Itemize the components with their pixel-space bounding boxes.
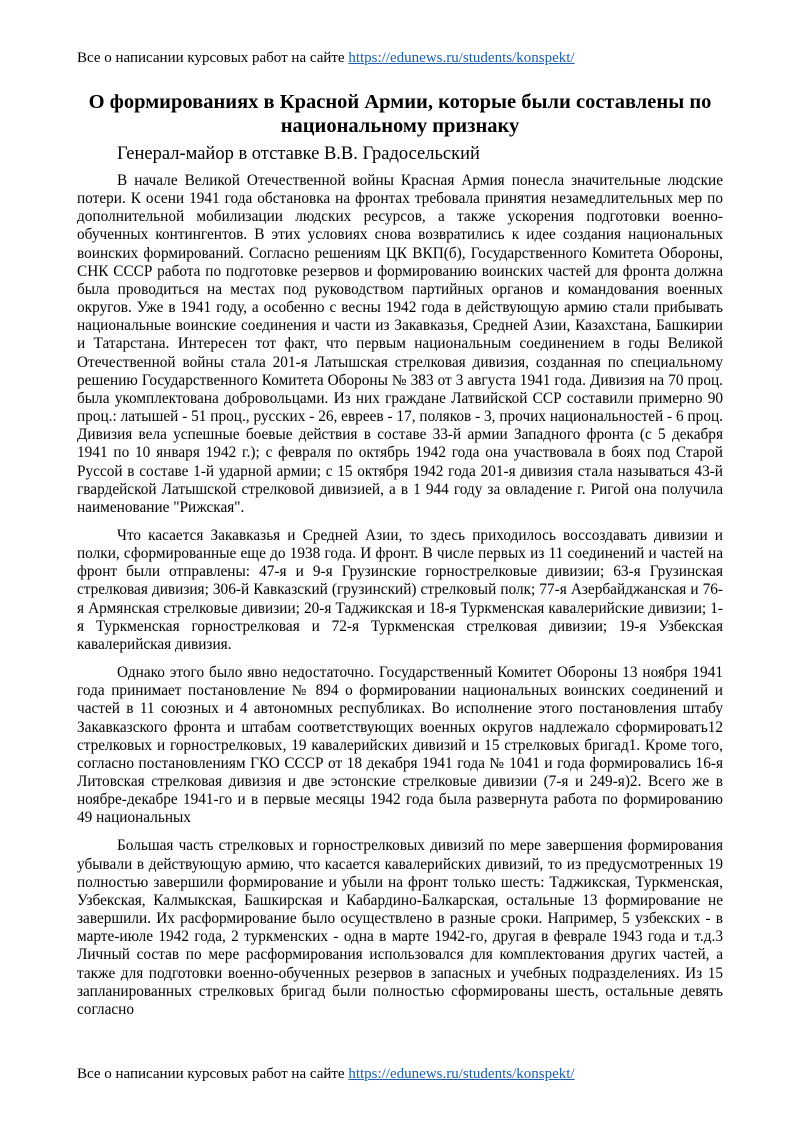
footer-link[interactable]: https://edunews.ru/students/konspekt/	[348, 1066, 575, 1082]
paragraph: В начале Великой Отечественной войны Красная Армия понесла значительные людские потери. К осени 1941 года обстановка на фронтах требовала принятия незамедлительных мер по дополнительной мобилизации людских ресурсов, а также ускорения подготовки военно-обученных контингентов. В этих условиях снова возвратились к идее создания национальных воинских формирований. Согласно решениям ЦК ВКП(б), Государственного Комитета Обороны, СНК СССР работа по подготовке резервов и формированию воинских частей для фронта должна была проводиться на местах под руководством партийных органов и командования военных округов. Уже в 1941 году, а особенно с весны 1942 года в действующую армию стали прибывать национальные воинские соединения и части из Закавказья, Средней Азии, Казахстана, Башкирии и Татарстана. Интересен тот факт, что первым национальным соединением в годы Великой Отечественной войны стала 201-я Латышская стрелковая дивизия, созданная по специальному решению Государственного Комитета Обороны № 383 от 3 августа 1941 года. Дивизия на 70 проц. была укомплектована добровольцами. Из них граждане Латвийской ССР составили примерно 90 проц.: латышей - 51 проц., русских - 26, евреев - 17, поляков - 3, прочих национальностей - 6 проц. Дивизия вела успешные боевые действия в составе 33-й армии Западного фронта (с 5 декабря 1941 по 10 января 1942 г.); с февраля по октябрь 1942 года она участвовала в боях под Старой Руссой в составе 1-й ударной армии; с 15 октября 1942 года 201-я дивизия стала называться 43-й гвардейской Латышской стрелковой дивизией, а в 1 944 году за овладение г. Ригой она получила наименование "Рижская".	[77, 172, 723, 516]
paragraph: Большая часть стрелковых и горнострелковых дивизий по мере завершения формирования убывали в действующую армию, что касается кавалерийских дивизий, то из предусмотренных 19 полностью завершили формирование и убыли на фронт только шесть: Таджикская, Туркменская, Узбекская, Калмыкская, Башкирская и Кабардино-Балкарская, остальные 13 формирование не завершили. Их расформирование было осуществлено в разные сроки. Например, 5 узбекских - в марте-июле 1942 года, 2 туркменских - одна в марте 1942-го, другая в феврале 1943 года и т.д.3 Личный состав по мере расформирования использовался для комплектования других частей, а также для подготовки военно-обученных резервов в запасных и учебных подразделениях. Из 15 запланированных стрелковых бригад были полностью сформированы шесть, остальные девять согласно	[77, 837, 723, 1018]
document-body	[77, 172, 723, 1019]
document-title: О формированиях в Красной Армии, которые были составлены по национальному признаку	[88, 91, 712, 137]
footer-text: Все о написании курсовых работ на сайте	[77, 1066, 349, 1082]
page-footer	[77, 1065, 575, 1083]
paragraph: Что касается Закавказья и Средней Азии, то здесь приходилось воссоздавать дивизии и полки, сформированные еще до 1938 года. И фронт. В числе первых из 11 соединений и частей на фронт были отправлены: 47-я и 9-я Грузинские горнострелковые дивизии; 63-я Грузинская стрелковая дивизия; 306-й Кавказский (грузинский) стрелковый полк; 77-я Азербайджанская и 76-я Армянская стрелковые дивизии; 20-я Таджикская и 18-я Туркменская кавалерийские дивизии; 1-я Туркменская горнострелковая и 72-я Туркменская стрелковая дивизии; 19-я Узбекская кавалерийская дивизия.	[77, 526, 723, 653]
document-author: Генерал-майор в отставке В.В. Градосельский	[117, 144, 480, 164]
header-link[interactable]: https://edunews.ru/students/konspekt/	[348, 50, 575, 66]
paragraph: Однако этого было явно недостаточно. Государственный Комитет Обороны 13 ноября 1941 года принимает постановление № 894 о формировании национальных воинских соединений и частей в 11 союзных и 4 автономных республиках. Во исполнение этого постановления штабу Закавказского фронта и штабам соответствующих военных округов надлежало сформировать12 стрелковых и горнострелковых, 19 кавалерийских дивизий и 15 стрелковых бригад1. Кроме того, согласно постановлениям ГКО СССР от 18 декабря 1941 года № 1041 и года формировались 16-я Литовская стрелковая дивизия и две эстонские стрелковые дивизии (7-я и 249-я)2. Всего же в ноябре-декабре 1941-го и в первые месяцы 1942 года была развернута работа по формированию 49 национальных	[77, 664, 723, 827]
header-text: Все о написании курсовых работ на сайте	[77, 50, 349, 66]
page-header	[77, 49, 575, 67]
